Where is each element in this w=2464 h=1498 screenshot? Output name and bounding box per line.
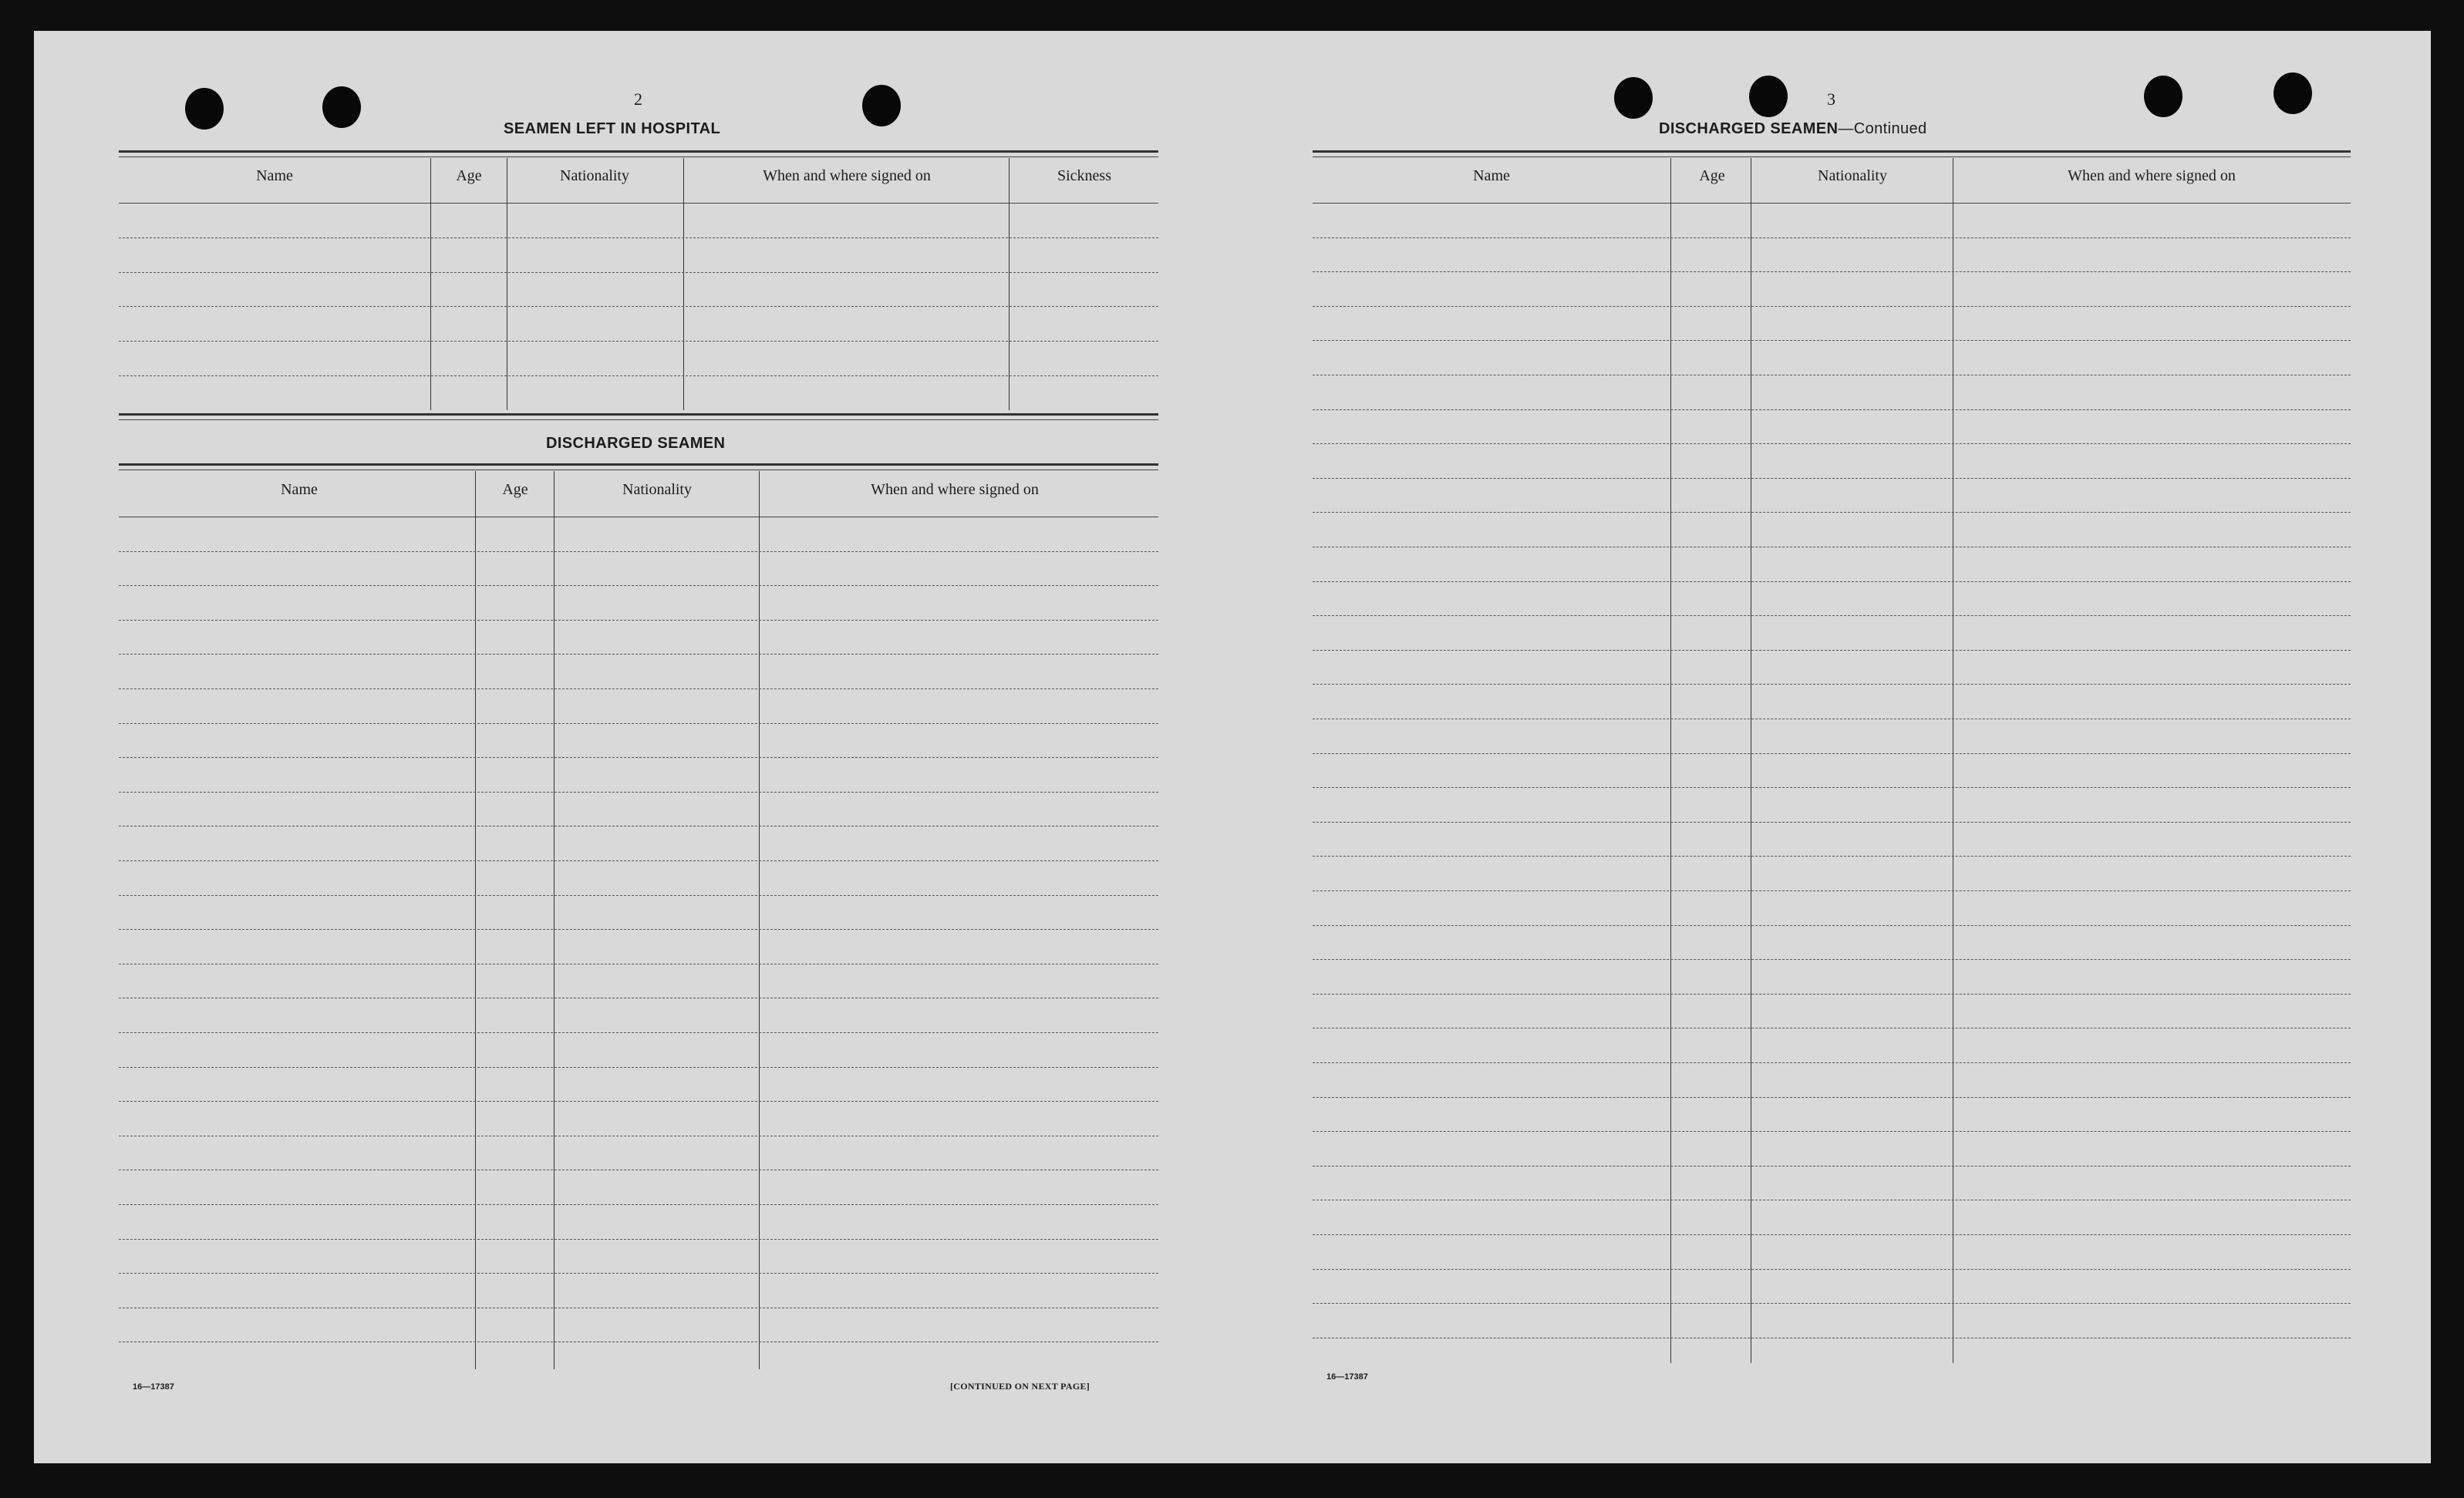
- continued-table-row: [1313, 890, 2351, 891]
- continued-table-row: [1313, 753, 2351, 754]
- discharged-table-row: [119, 1067, 1158, 1068]
- discharged-table-row: [119, 1101, 1158, 1102]
- continued-table-row: [1313, 650, 2351, 651]
- discharged-column-divider: [759, 471, 760, 1369]
- discharged-table-row: [119, 895, 1158, 896]
- continued-table-row: [1313, 1131, 2351, 1132]
- hospital-column-divider: [1009, 158, 1010, 410]
- continued-table-row: [1313, 581, 2351, 582]
- discharged-header-age: Age: [502, 481, 528, 498]
- discharged-table-row: [119, 757, 1158, 758]
- punch-hole-3: [862, 85, 901, 126]
- continued-table-row: [1313, 478, 2351, 479]
- hospital-bottom-rule-2: [119, 419, 1158, 420]
- discharged-table-row: [119, 1204, 1158, 1205]
- page-number: 3: [1827, 89, 1835, 109]
- continued-table-row: [1313, 306, 2351, 307]
- discharged-table-row: [119, 688, 1158, 689]
- punch-hole-5: [1749, 76, 1788, 117]
- discharged-table-row: [119, 1032, 1158, 1033]
- form-number: 16—17387: [1326, 1372, 1368, 1382]
- continued-table-row: [1313, 994, 2351, 995]
- punch-hole-4: [1614, 77, 1653, 119]
- hospital-table-row: [119, 237, 1158, 238]
- hospital-column-divider: [683, 158, 684, 410]
- hospital-column-divider: [430, 158, 431, 410]
- discharged-header-when-and-where-signed-on: When and where signed on: [871, 481, 1039, 498]
- hospital-table-row: [119, 341, 1158, 342]
- continued-table-row: [1313, 925, 2351, 926]
- form-number: 16—17387: [133, 1382, 174, 1392]
- hospital-table-row: [119, 272, 1158, 273]
- continued-column-divider: [1670, 158, 1671, 1363]
- continued-table-row: [1313, 822, 2351, 823]
- discharged-table-row: [119, 654, 1158, 655]
- hospital-header-name: Name: [256, 167, 293, 184]
- continued-header-separator: [1313, 203, 2351, 204]
- continued-table-row: [1313, 684, 2351, 685]
- section-title: [1659, 120, 1927, 138]
- scanned-document-sheet: [34, 31, 2431, 1463]
- discharged-header-nationality: Nationality: [622, 481, 692, 498]
- continued-table-row: [1313, 409, 2351, 410]
- continued-table-row: [1313, 787, 2351, 788]
- continued-table-row: [1313, 443, 2351, 444]
- discharged-table-row: [119, 1341, 1158, 1342]
- discharged-table-row: [119, 620, 1158, 621]
- hospital-top-rule: [119, 150, 1158, 153]
- section-title-main: DISCHARGED SEAMEN: [1659, 120, 1839, 137]
- punch-hole-1: [185, 88, 224, 130]
- discharged-top-rule: [119, 463, 1158, 466]
- continued-table-row: [1313, 237, 2351, 238]
- continued-header-nationality: Nationality: [1818, 167, 1887, 184]
- discharged-table-row: [119, 929, 1158, 930]
- continued-header-when-and-where-signed-on: When and where signed on: [2068, 167, 2236, 184]
- discharged-table-row: [119, 792, 1158, 793]
- hospital-bottom-rule: [119, 413, 1158, 416]
- discharged-table-row: [119, 585, 1158, 586]
- punch-hole-2: [322, 86, 361, 128]
- discharged-table-row: [119, 860, 1158, 861]
- discharged-table-row: [119, 1273, 1158, 1274]
- hospital-section-title: SEAMEN LEFT IN HOSPITAL: [504, 120, 721, 137]
- top-rule: [1313, 150, 2351, 153]
- hospital-header-when-and-where-signed-on: When and where signed on: [763, 167, 931, 184]
- continued-table-row: [1313, 1062, 2351, 1063]
- punch-hole-7: [2274, 72, 2312, 114]
- continued-table-row: [1313, 615, 2351, 616]
- continued-table-row: [1313, 959, 2351, 960]
- punch-hole-6: [2144, 76, 2183, 117]
- section-title-suffix: —Continued: [1838, 120, 1927, 137]
- continued-header-name: Name: [1473, 167, 1510, 184]
- page-number: 2: [634, 89, 642, 109]
- discharged-column-divider: [475, 471, 476, 1369]
- discharged-header-name: Name: [281, 481, 318, 498]
- continued-table-row: [1313, 271, 2351, 272]
- continued-table-row: [1313, 856, 2351, 857]
- hospital-header-separator: [119, 203, 1158, 204]
- continued-note: [CONTINUED ON NEXT PAGE]: [950, 1381, 1090, 1392]
- hospital-header-age: Age: [456, 167, 482, 184]
- continued-table-row: [1313, 1234, 2351, 1235]
- continued-table-row: [1313, 512, 2351, 513]
- continued-header-age: Age: [1699, 167, 1725, 184]
- hospital-table-row: [119, 375, 1158, 376]
- discharged-table-row: [119, 551, 1158, 552]
- hospital-table-row: [119, 306, 1158, 307]
- hospital-header-sickness: Sickness: [1057, 167, 1111, 184]
- discharged-section-title: DISCHARGED SEAMEN: [546, 435, 726, 452]
- continued-table-row: [1313, 340, 2351, 341]
- continued-table-row: [1313, 1303, 2351, 1304]
- discharged-table-row: [119, 1239, 1158, 1240]
- hospital-header-nationality: Nationality: [560, 167, 629, 184]
- continued-table-row: [1313, 1269, 2351, 1270]
- continued-table-row: [1313, 1097, 2351, 1098]
- discharged-table-row: [119, 723, 1158, 724]
